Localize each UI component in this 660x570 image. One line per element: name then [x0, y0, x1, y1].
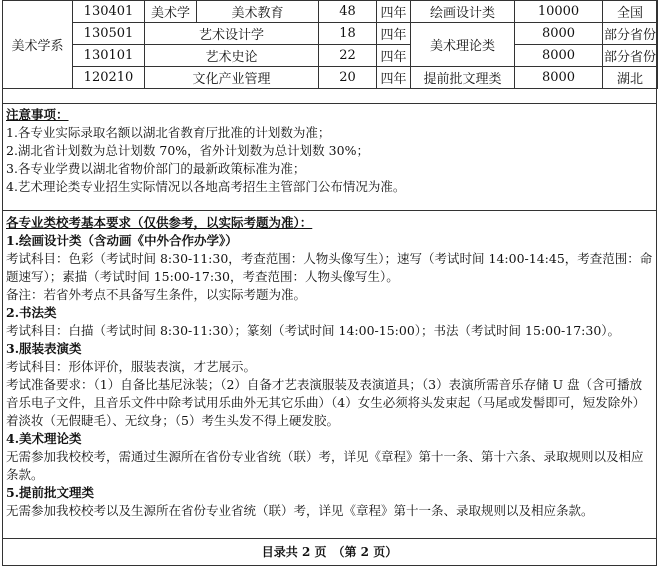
major-cell: 美术教育: [197, 1, 319, 23]
table-row: [3, 23, 658, 45]
section-heading: 5.提前批文理类: [6, 485, 95, 500]
department-cell: 美术学系: [3, 1, 73, 89]
paragraph-line: 备注：若省外考点不具备写生条件，以实际考题为准。: [6, 287, 307, 302]
divider: [2, 103, 657, 104]
table-row: [3, 45, 658, 67]
note-item: 2.湖北省计划数为总计划数 70%，省外计划数为总计划数 30%；: [6, 143, 369, 158]
duration-cell: 四年: [377, 23, 411, 45]
paragraph-line: 无需参加我校校考以及生源所在省份专业省统（联）考，详见《章程》第十一条、录取规则以及相应条款。: [6, 503, 594, 518]
paragraph-line: 考试科目：白描（考试时间 8:30-11:30）；篆刻（考试时间 14:00-15:00）；书法（考试时间 15:00-17:30）。: [6, 323, 621, 338]
major-cell: 艺术史论: [145, 45, 319, 67]
paragraph-line: 考试准备要求：（1）自备比基尼泳装；（2）自备才艺表演服装及表演道具；（3）表演所需音乐存储 U 盘（含可播放: [6, 377, 643, 392]
tuition-cell: 8000: [515, 23, 603, 45]
paragraph-line: 音乐电子文件，且音乐文件中除考试用乐曲外无其它乐曲）（4）女生必须将头发束起（马尾或发髻即可，短发除外）: [6, 395, 646, 410]
count-cell: 18: [319, 23, 377, 45]
region-cell: 全国: [603, 1, 658, 23]
exam-type-cell: 美术理论类: [411, 23, 515, 67]
section-heading: 4.美术理论类: [6, 431, 82, 446]
paragraph-line: 无需参加我校校考，需通过生源所在省份专业省统（联）考，详见《章程》第十一条、第十六条、录取规则以及相应: [6, 449, 644, 464]
requirements-section: [6, 214, 652, 520]
major-cell: 文化产业管理: [145, 67, 319, 89]
category-cell: 美术学: [145, 1, 197, 23]
section-heading: 1.绘画设计类（含动画《中外合作办学》）: [6, 233, 238, 248]
code-cell: 130501: [73, 23, 145, 45]
note-item: 4.艺术理论类专业招生实际情况以各地高考招生主管部门公布情况为准。: [6, 179, 406, 194]
page-footer: 目录共 2 页 （第 2 页）: [261, 545, 398, 559]
section-heading: 2.书法类: [6, 305, 57, 320]
paragraph-line: 考试科目：形体评价，服装表演，才艺展示。: [6, 359, 257, 374]
code-cell: 130401: [73, 1, 145, 23]
exam-type-cell: 绘画设计类: [411, 1, 515, 23]
note-item: 3.各专业学费以湖北省物价部门的最新政策标准为准；: [6, 161, 306, 176]
section-heading: 3.服装表演类: [6, 341, 82, 356]
region-cell: 部分省份: [603, 45, 658, 67]
duration-cell: 四年: [377, 45, 411, 67]
region-cell: 部分省份: [603, 23, 658, 45]
paragraph-line: 条款。: [6, 467, 44, 482]
paragraph-line: 题速写）；素描（考试时间 15:00-17:30，考查范围：人物头像写生）。: [6, 269, 399, 284]
code-cell: 130101: [73, 45, 145, 67]
major-cell: 艺术设计学: [145, 23, 319, 45]
notes-title: 注意事项：: [6, 107, 69, 122]
divider: [2, 538, 657, 539]
tuition-cell: 10000: [515, 1, 603, 23]
table-row: [3, 1, 658, 23]
region-cell: 湖北: [603, 67, 658, 89]
count-cell: 48: [319, 1, 377, 23]
duration-cell: 四年: [377, 1, 411, 23]
table-row: [3, 67, 658, 89]
tuition-cell: 8000: [515, 67, 603, 89]
count-cell: 20: [319, 67, 377, 89]
note-item: 1.各专业实际录取名额以湖北省教育厅批准的计划数为准；: [6, 125, 331, 140]
requirements-title: 各专业类校考基本要求（仅供参考，以实际考题为准）：: [6, 215, 313, 230]
count-cell: 22: [319, 45, 377, 67]
paragraph-line: 考试科目：色彩（考试时间 8:30-11:30，考查范围：人物头像写生）；速写（考试时间 14:00-14:45，考查范围：命: [6, 251, 652, 266]
major-table: [2, 0, 658, 89]
tuition-cell: 8000: [515, 45, 603, 67]
duration-cell: 四年: [377, 67, 411, 89]
code-cell: 120210: [73, 67, 145, 89]
notes-section: [6, 106, 652, 196]
paragraph-line: 着淡妆（无假睫毛）、无纹身；（5）考生头发不得上硬发胶。: [6, 413, 339, 428]
exam-type-cell: 提前批文理类: [411, 67, 515, 89]
divider: [2, 210, 657, 211]
